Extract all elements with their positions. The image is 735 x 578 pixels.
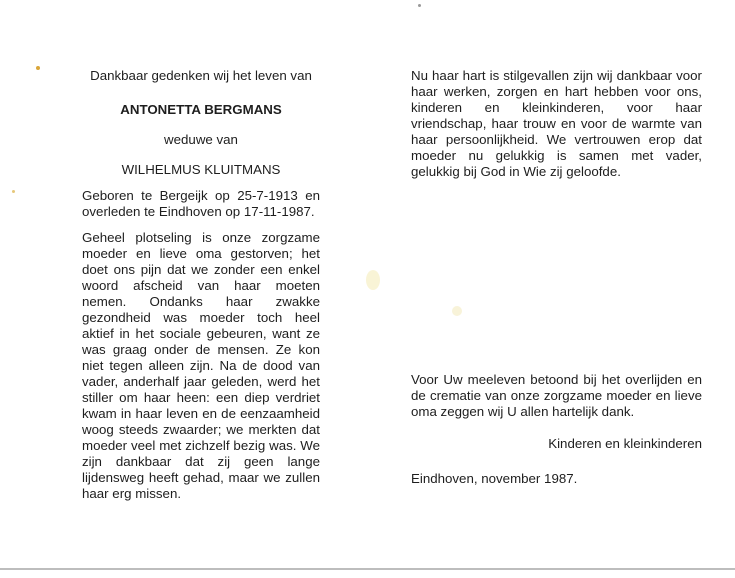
birth-death-paragraph: Geboren te Bergeijk op 25-7-1913 en overleden te Eindhoven op 17-11-1987. xyxy=(82,188,320,219)
paper-speck xyxy=(452,306,462,316)
widow-of-line: weduwe van xyxy=(164,132,238,147)
paper-speck xyxy=(366,270,380,290)
thanks-paragraph: Voor Uw meeleven betoond bij het overlijden en de crematie van onze zorgzame moeder en lieve oma zeggen wij U allen hartelijk dank. xyxy=(411,372,702,419)
signature-line: Kinderen en kleinkinderen xyxy=(548,436,702,451)
paper-speck xyxy=(12,190,15,193)
faith-paragraph: Nu haar hart is stilgevallen zijn wij dankbaar voor haar werken, zorgen en hart hebben voor ons, kinderen en kleinkinderen, voor haar vriendschap, haar trouw en voor de warmte van haar persoonlijkheid. We vertrouwen erop dat moeder nu gelukkig is samen met vader, gelukkig bij God in Wie zij geloofde. xyxy=(411,68,702,179)
left-column xyxy=(82,68,320,502)
paper-speck xyxy=(36,66,40,70)
bottom-edge-line xyxy=(0,568,735,570)
place-date-line: Eindhoven, november 1987. xyxy=(411,471,578,486)
deceased-name: ANTONETTA BERGMANS xyxy=(120,102,282,117)
paper-speck xyxy=(418,4,421,7)
right-column xyxy=(411,68,702,180)
intro-line: Dankbaar gedenken wij het leven van xyxy=(90,68,312,83)
life-story-paragraph: Geheel plotseling is onze zorgzame moeder en lieve oma gestorven; het doet ons pijn dat we zonder een enkel woord afscheid van haar moeten nemen. Ondanks haar zwakke gezondheid was moeder toch heel aktief in het sociale gebeuren, want ze was graag onder de mensen. Ze kon niet tegen alleen zijn. Na de dood van vader, anderhalf jaar geleden, werd het stiller om haar heen: een diep verdriet kwam in haar leven en de eenzaamheid woog steeds zwaarder; we merkten dat moeder veel met zichzelf bezig was. We zijn dankbaar dat zij geen lange lijdensweg heeft gehad, maar we zullen haar erg missen. xyxy=(82,230,320,501)
husband-name: WILHELMUS KLUITMANS xyxy=(121,162,281,177)
